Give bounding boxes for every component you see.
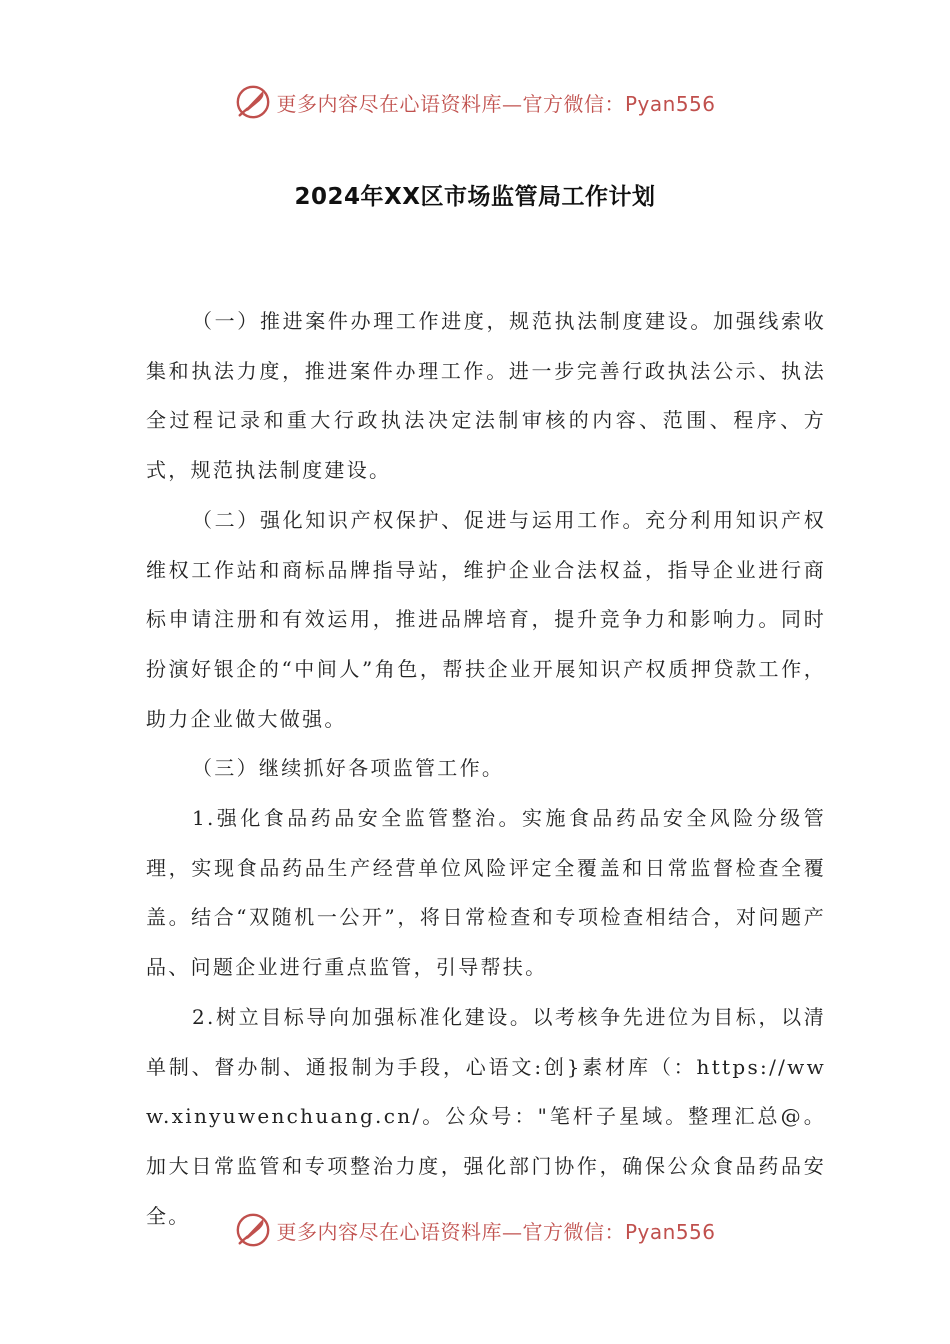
footer-watermark-banner xyxy=(0,1210,950,1250)
paragraph: 1.强化食品药品安全监管整治。实施食品药品安全风险分级管理，实现食品药品生产经营单位风险评定全覆盖和日常监督检查全覆盖。结合“双随机一公开”，将日常检查和专项检查相结合，对问题产品、问题企业进行重点监管，引导帮扶。 xyxy=(146,806,826,980)
quill-logo-icon xyxy=(234,83,272,121)
wechat-id: Pyan556 xyxy=(624,91,716,116)
paragraph: 2.树立目标导向加强标准化建设。以考核争先进位为目标，以清单制、督办制、通报制为手段，心语文:创}素材库（：https://www.xinyuwenchuang.cn/。公众号："笔杆子星域。整理汇总@。加大日常监管和专项整治力度，强化部门协作，确保公众食品药品安全。 xyxy=(146,1004,826,1228)
header-watermark-text: 更多内容尽在心语资料库—官方微信：Pyan556 xyxy=(276,91,716,116)
header-watermark-banner xyxy=(0,82,950,122)
paragraph: （三）继续抓好各项监管工作。 xyxy=(192,756,505,781)
paragraph: （二）强化知识产权保护、促进与运用工作。充分利用知识产权维权工作站和商标品牌指导站，维护企业合法权益，指导企业进行商标申请注册和有效运用，推进品牌培育，提升竞争力和影响力。同时扮演好银企的“中间人”角色，帮扶企业开展知识产权质押贷款工作，助力企业做大做强。 xyxy=(146,507,826,731)
quill-logo-icon xyxy=(234,1211,272,1249)
footer-watermark-text: 更多内容尽在心语资料库—官方微信：Pyan556 xyxy=(276,1219,716,1244)
document-body xyxy=(146,297,826,1241)
wechat-id: Pyan556 xyxy=(624,1219,716,1244)
paragraph: （一）推进案件办理工作进度，规范执法制度建设。加强线索收集和执法力度，推进案件办理工作。进一步完善行政执法公示、执法全过程记录和重大行政执法决定法制审核的内容、范围、程序、方式，规范执法制度建设。 xyxy=(146,309,826,483)
document-title: 2024年XX区市场监管局工作计划 xyxy=(294,184,656,210)
